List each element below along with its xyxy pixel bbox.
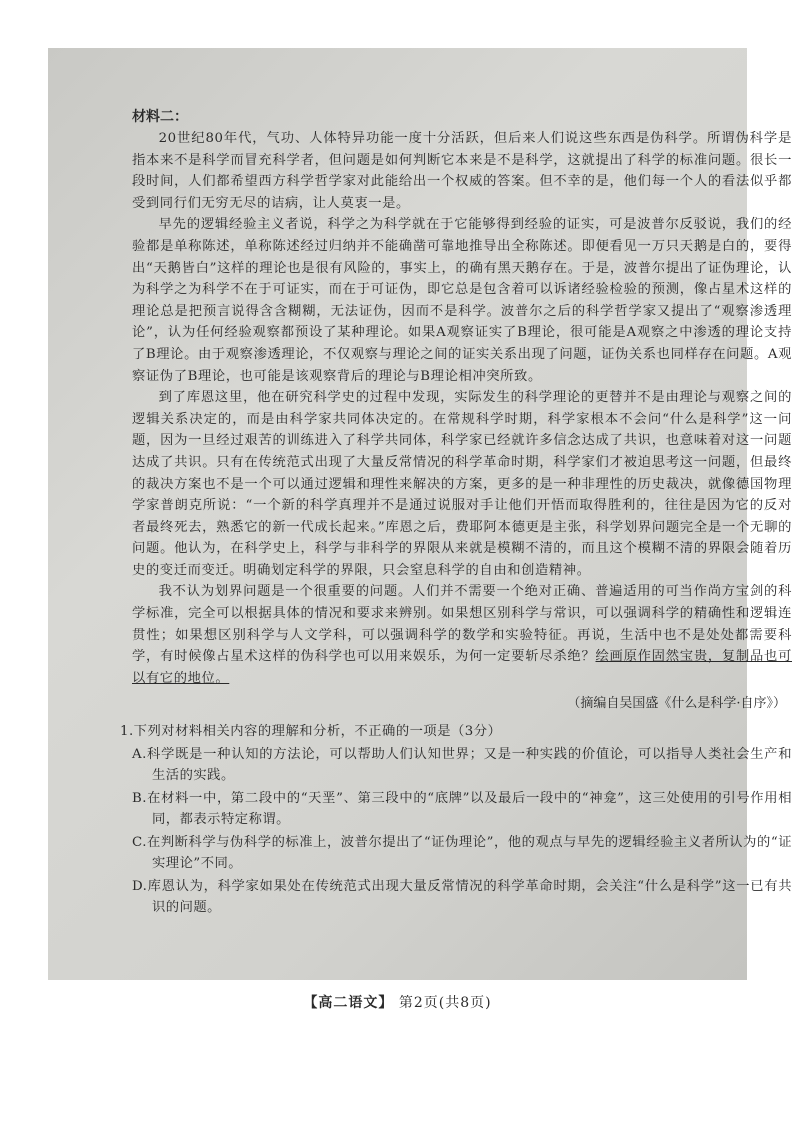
question-stem: 1.下列对材料相关内容的理解和分析，不正确的一项是（3分） (120, 724, 502, 740)
underlined-sentence: 绘画原作固然宝贵，复制品也可以有它的地位。 (132, 649, 792, 686)
option-b: B.在材料一中，第二段中的“天垩”、第三段中的“底牌”以及最后一段中的“神龛”，这三处使用的引号作用相同，都表示特定称谓。 (132, 791, 792, 828)
material-paragraph-4 (132, 581, 792, 689)
material-paragraph-1: 20世纪80年代，气功、人体特异功能一度十分活跃，但后来人们说这些东西是伪科学。所谓伪科学是指本来不是科学而冒充科学者，但问题是如何判断它本来是不是科学，这就提出了科学的标准问题。很长一段时间，人们都希望西方科学哲学家对此能给出一个权威的答案。但不幸的是，他们每一个人的看法似乎都受到同行们无穷无尽的诘病，让人莫衷一是。 (132, 131, 792, 211)
footer-page-number: 第2页(共8页) (398, 995, 492, 1011)
material-paragraph-3: 到了库恩这里，他在研究科学史的过程中发现，实际发生的科学理论的更替并不是由理论与观察之间的逻辑关系决定的，而是由科学家共同体决定的。在常规科学时期，科学家根本不会问“什么是科学”这一问题，因为一旦经过艰苦的训练进入了科学共同体，科学家已经就许多信念达成了共识，也意味着对这一问题达成了共识。只有在传统范式出现了大量反常情况的科学革命时期，科学家们才被迫思考这一问题，但最终的裁决方案也不是一个可以通过逻辑和理性来解决的方案，更多的是一种非理性的历史裁决，就像德国物理学家普朗克所说：“一个新的科学真理并不是通过说服对手让他们开悟而取得胜利的，往往是因为它的反对者最终死去，熟悉它的新一代成长起来。”库恩之后，费耶阿本德更是主张，科学划界问题完全是一个无聊的问题。他认为，在科学史上，科学与非科学的界限从来就是模糊不清的，而且这个模糊不清的界限会随着历史的变迁而变迁。明确划定科学的界限，只会窒息科学的自由和创造精神。 (132, 390, 792, 578)
source-citation: （摘编自吴国盛《什么是科学·自序》） (567, 696, 786, 712)
footer-subject: 【高二语文】 (303, 995, 394, 1011)
material-paragraph-2: 早先的逻辑经验主义者说，科学之为科学就在于它能够得到经验的证实，可是波普尔反驳说，我们的经验都是单称陈述，单称陈述经过归纳并不能确凿可靠地推导出全称陈述。即便看见一万只天鹅是白的，要得出“天鹅皆白”这样的理论也是很有风险的，事实上，的确有黑天鹅存在。于是，波普尔提出了证伪理论，认为科学之为科学不在于可证实，而在于可证伪，即它总是包含着可以诉诸经验检验的预测，像占星术这样的理论总是把预言说得含含糊糊，无法证伪，因而不是科学。波普尔之后的科学哲学家又提出了“观察渗透理论”，认为任何经验观察都预设了某种理论。如果A观察证实了B理论，很可能是A观察之中渗透的理论支持了B理论。由于观察渗透理论，不仅观察与理论之间的证实关系出现了问题，证伪关系也同样存在问题。A观察证伪了B理论，也可能是该观察背后的理论与B理论相冲突所致。 (132, 217, 792, 384)
material-paragraph-4-text: 我不认为划界问题是一个很重要的问题。人们并不需要一个绝对正确、普遍适用的可当作尚方宝剑的科学标准，完全可以根据具体的情况和要求来辨别。如果想区别科学与常识，可以强调科学的精确性和逻辑连贯性；如果想区别科学与人文学科，可以强调科学的数学和实验特征。再说，生活中也不是处处都需要科学，有时候像占星术这样的伪科学也可以用来娱乐，为何一定要斩尽杀绝？ (132, 584, 792, 665)
question-1 (120, 721, 792, 918)
page-footer (48, 992, 747, 1012)
scanned-page-photo (48, 48, 792, 1011)
option-d: D.库恩认为，科学家如果处在传统范式出现大量反常情况的科学革命时期，会关注“什么是科学”这一已有共识的问题。 (132, 879, 792, 916)
exam-page (120, 102, 792, 920)
material-heading: 材料二： (132, 109, 188, 125)
option-c: C.在判断科学与伪科学的标准上，波普尔提出了“证伪理论”，他的观点与早先的逻辑经验主义者所认为的“证实理论”不同。 (132, 835, 792, 872)
option-a: A.科学既是一种认知的方法论，可以帮助人们认知世界；又是一种实践的价值论，可以指导人类社会生产和生活的实践。 (132, 747, 792, 784)
